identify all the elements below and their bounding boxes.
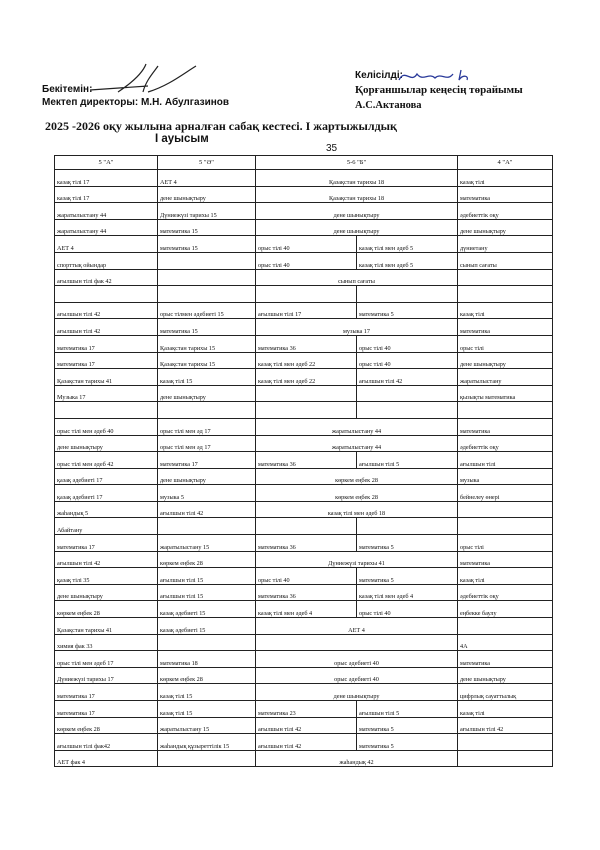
council-signature: [397, 66, 477, 86]
cell-5-6b-group2: казақ тілі мен әдеб 5: [357, 252, 458, 269]
cell-5a: спорттық ойындар: [55, 252, 158, 269]
cell-4a: бейнелеу өнері: [458, 485, 553, 502]
cell-4a: әдебиеттік оқу: [458, 435, 553, 452]
cell-4a: [458, 269, 553, 286]
cell-4a: сынып сағаты: [458, 252, 553, 269]
cell-5a: математика 17: [55, 684, 158, 701]
cell-5a-kz: көркем еңбек 28: [158, 667, 256, 684]
cell-5a-kz: Қазақстан тарихы 15: [158, 352, 256, 369]
cell-5a-kz: математика 15: [158, 319, 256, 336]
document-title: 2025 -2026 оқу жылына арналған сабақ кестесі. І жартыжылдық: [45, 119, 397, 133]
table-row: [55, 551, 553, 568]
cell-5a: орыс тілі мен әдеб 40: [55, 418, 158, 435]
agreed-label: Келісілді:: [355, 70, 403, 81]
table-row: [55, 335, 553, 352]
cell-5-6b: Қазақстан тарихы 18: [256, 170, 458, 187]
shift-label: І ауысым: [155, 133, 209, 145]
cell-5-6b-group1: казақ тілі мен әдеб 4: [256, 601, 357, 618]
table-row: [55, 186, 553, 203]
cell-5-6b-group2: [357, 402, 458, 419]
table-row: [55, 584, 553, 601]
cell-5a: қазақ тілі 35: [55, 568, 158, 585]
cell-4a: математика: [458, 551, 553, 568]
cell-5-6b-group1: математика 36: [256, 584, 357, 601]
cell-5-6b-group1: ағылшын тілі 17: [256, 302, 357, 319]
cell-5a-kz: ағылшын тілі 15: [158, 584, 256, 601]
cell-5a-kz: жаратылыстану 15: [158, 717, 256, 734]
cell-5-6b-group1: орыс тілі 40: [256, 252, 357, 269]
column-header-5-6b: 5-6 "Б": [256, 156, 458, 170]
cell-5-6b-group1: ағылшын тілі 42: [256, 734, 357, 751]
cell-5a: қазақ әдебиеті 17: [55, 485, 158, 502]
cell-5-6b: дене шынықтыру: [256, 203, 458, 220]
cell-5-6b-group2: орыс тілі 40: [357, 335, 458, 352]
cell-5-6b-group1: орыс тілі 40: [256, 236, 357, 253]
cell-5-6b-group2: [357, 286, 458, 303]
table-header-row: [55, 156, 553, 170]
cell-5a-kz: [158, 269, 256, 286]
cell-5-6b-group2: математика 5: [357, 717, 458, 734]
cell-5-6b: орыс әдебиеті 40: [256, 667, 458, 684]
table-row: [55, 750, 553, 767]
cell-5a: химия фак 33: [55, 634, 158, 651]
cell-5-6b: Дүниежүзі тарихы 41: [256, 551, 458, 568]
cell-5a: [55, 402, 158, 419]
column-header-4a: 4 "А": [458, 156, 553, 170]
table-row: [55, 535, 553, 552]
cell-4a: әдебиеттік оқу: [458, 584, 553, 601]
council-line: Қорғаншылар кеңесің төрайымы: [355, 84, 523, 96]
cell-5-6b-group2: орыс тілі 40: [357, 601, 458, 618]
cell-5-6b-group2: [357, 518, 458, 535]
cell-5a: көркем еңбек 28: [55, 717, 158, 734]
cell-5-6b: көркем еңбек 28: [256, 468, 458, 485]
cell-5a-kz: математика 15: [158, 236, 256, 253]
cell-5a: Қазақстан тарихы 41: [55, 369, 158, 386]
cell-5a-kz: ағылшын тілі 42: [158, 501, 256, 518]
cell-5a: ағылшын тілі 42: [55, 302, 158, 319]
cell-4a: математика: [458, 186, 553, 203]
cell-5-6b-group1: ағылшын тілі 42: [256, 717, 357, 734]
table-row: [55, 252, 553, 269]
cell-5a: ағылшын тілі фак42: [55, 734, 158, 751]
cell-4a: цифрлық сауаттылық: [458, 684, 553, 701]
cell-5-6b: сынып сағаты: [256, 269, 458, 286]
council-name: А.С.Актанова: [355, 100, 422, 111]
table-row: [55, 568, 553, 585]
cell-5a: АЕТ фак 4: [55, 750, 158, 767]
cell-4a: қызықты математика: [458, 385, 553, 402]
cell-4a: [458, 402, 553, 419]
cell-5a-kz: ағылшын тілі 15: [158, 568, 256, 585]
cell-5a: [55, 286, 158, 303]
cell-5a-kz: АЕТ 4: [158, 170, 256, 187]
cell-4a: [458, 734, 553, 751]
table-row: [55, 684, 553, 701]
cell-5-6b-group1: [256, 402, 357, 419]
table-row: [55, 286, 553, 303]
director-line: Мектеп директоры: М.Н. Абулгазинов: [42, 97, 230, 108]
cell-4a: [458, 518, 553, 535]
cell-4a: [458, 750, 553, 767]
table-row: [55, 701, 553, 718]
cell-5-6b-group2: казақ тілі мен әдеб 5: [357, 236, 458, 253]
cell-5a: дене шынықтыру: [55, 584, 158, 601]
cell-5a: жаратылыстану 44: [55, 219, 158, 236]
cell-4a: орыс тілі: [458, 335, 553, 352]
cell-5a-kz: орыс тілі мен әд 17: [158, 435, 256, 452]
cell-5a-kz: математика 15: [158, 219, 256, 236]
cell-5a: математика 17: [55, 535, 158, 552]
cell-5-6b-group2: [357, 385, 458, 402]
table-row: [55, 369, 553, 386]
room-number: 35: [326, 143, 338, 154]
cell-5a: көркем еңбек 28: [55, 601, 158, 618]
table-row: [55, 468, 553, 485]
cell-5-6b: АЕТ 4: [256, 618, 458, 635]
cell-4a: ағылшын тілі 42: [458, 717, 553, 734]
cell-4a: ағылшын тілі: [458, 452, 553, 469]
table-row: [55, 634, 553, 651]
table-row: [55, 734, 553, 751]
cell-5-6b-group2: орыс тілі 40: [357, 352, 458, 369]
cell-5-6b: [256, 634, 458, 651]
cell-4a: дене шынықтыру: [458, 219, 553, 236]
table-row: [55, 418, 553, 435]
cell-5-6b: орыс әдебиеті 40: [256, 651, 458, 668]
director-signature: [88, 62, 198, 102]
table-row: [55, 402, 553, 419]
cell-4a: [458, 501, 553, 518]
cell-5-6b: көркем еңбек 28: [256, 485, 458, 502]
cell-5a: орыс тілі мен әдеб 42: [55, 452, 158, 469]
cell-5a: математика 17: [55, 352, 158, 369]
cell-4a: жаратылыстану: [458, 369, 553, 386]
cell-5a: Қазақстан тарихы 41: [55, 618, 158, 635]
cell-5-6b-group1: математика 36: [256, 535, 357, 552]
cell-5a-kz: казақ тілі 15: [158, 701, 256, 718]
column-header-5a: 5 "А": [55, 156, 158, 170]
cell-5a: ағылшын тілі 42: [55, 551, 158, 568]
cell-4a: дене шынықтыру: [458, 352, 553, 369]
cell-5-6b-group1: математика 23: [256, 701, 357, 718]
table-row: [55, 452, 553, 469]
cell-5a-kz: математика 17: [158, 452, 256, 469]
cell-5a: орыс тілі мен әдеб 17: [55, 651, 158, 668]
cell-5-6b-group2: ағылшын тілі 5: [357, 701, 458, 718]
cell-5a-kz: [158, 402, 256, 419]
cell-5-6b-group2: математика 5: [357, 535, 458, 552]
table-row: [55, 302, 553, 319]
cell-5a: Музыка 17: [55, 385, 158, 402]
cell-5-6b: дене шынықтыру: [256, 684, 458, 701]
table-row: [55, 518, 553, 535]
cell-5-6b: жаратылыстану 44: [256, 418, 458, 435]
cell-5a-kz: казақ әдебиеті 15: [158, 601, 256, 618]
cell-5-6b-group1: казақ тілі мен әдеб 22: [256, 352, 357, 369]
cell-4a: еңбекке баулу: [458, 601, 553, 618]
cell-5a: математика 17: [55, 335, 158, 352]
cell-5a: дене шынықтыру: [55, 435, 158, 452]
cell-5a: ағылшын тілі фак 42: [55, 269, 158, 286]
cell-4a: [458, 618, 553, 635]
cell-4a: 4А: [458, 634, 553, 651]
cell-5a-kz: дене шынықтыру: [158, 186, 256, 203]
cell-4a: математика: [458, 319, 553, 336]
table-row: [55, 435, 553, 452]
cell-5-6b-group2: казақ тілі мен әдеб 4: [357, 584, 458, 601]
table-row: [55, 170, 553, 187]
cell-5a-kz: казақ тілі 15: [158, 369, 256, 386]
cell-5a-kz: Қазақстан тарихы 15: [158, 335, 256, 352]
cell-5a-kz: казақ тілі 15: [158, 684, 256, 701]
cell-5-6b: жаһандық 42: [256, 750, 458, 767]
cell-5a-kz: [158, 518, 256, 535]
cell-5a: казақ тілі 17: [55, 186, 158, 203]
cell-5a: ағылшын тілі 42: [55, 319, 158, 336]
cell-5a-kz: музыка 5: [158, 485, 256, 502]
cell-4a: казақ тілі: [458, 701, 553, 718]
cell-5a-kz: жаһандық құзыреттілік 15: [158, 734, 256, 751]
cell-5-6b-group1: математика 36: [256, 452, 357, 469]
cell-5-6b-group1: казақ тілі мен әдеб 22: [256, 369, 357, 386]
table-row: [55, 601, 553, 618]
cell-5a-kz: дене шынықтыру: [158, 385, 256, 402]
cell-5a: жаһандық 5: [55, 501, 158, 518]
cell-5-6b-group1: [256, 518, 357, 535]
cell-4a: орыс тілі: [458, 535, 553, 552]
cell-5a-kz: [158, 634, 256, 651]
approve-label: Бекітемін:: [42, 84, 93, 95]
cell-5a: математика 17: [55, 701, 158, 718]
column-header-5a-kz: 5 "Ә": [158, 156, 256, 170]
cell-5a-kz: [158, 252, 256, 269]
cell-5a-kz: орыс тілмен әдебиеті 15: [158, 302, 256, 319]
table-row: [55, 219, 553, 236]
cell-5a-kz: Дүниежүзі тарихы 15: [158, 203, 256, 220]
table-row: [55, 651, 553, 668]
cell-5a-kz: [158, 750, 256, 767]
cell-5-6b-group2: математика 5: [357, 734, 458, 751]
table-row: [55, 501, 553, 518]
table-row: [55, 485, 553, 502]
cell-5-6b-group2: математика 5: [357, 302, 458, 319]
cell-4a: казақ тілі: [458, 170, 553, 187]
cell-5-6b: жаратылыстану 44: [256, 435, 458, 452]
cell-5a-kz: жаратылыстану 15: [158, 535, 256, 552]
cell-5a-kz: математика 18: [158, 651, 256, 668]
cell-5-6b-group1: математика 36: [256, 335, 357, 352]
cell-5a-kz: [158, 286, 256, 303]
cell-5-6b-group2: ағылшын тілі 5: [357, 452, 458, 469]
cell-5-6b: казақ тілі мен әдеб 18: [256, 501, 458, 518]
cell-5-6b-group2: математика 5: [357, 568, 458, 585]
table-row: [55, 319, 553, 336]
cell-5a: жаратылыстану 44: [55, 203, 158, 220]
cell-5-6b-group1: [256, 286, 357, 303]
table-row: [55, 269, 553, 286]
cell-5-6b-group1: орыс тілі 40: [256, 568, 357, 585]
table-row: [55, 352, 553, 369]
cell-4a: дене шынықтыру: [458, 667, 553, 684]
cell-5-6b-group1: [256, 385, 357, 402]
cell-5a-kz: дене шынықтыру: [158, 468, 256, 485]
cell-5a-kz: казақ әдебиеті 15: [158, 618, 256, 635]
cell-4a: әдебиеттік оқу: [458, 203, 553, 220]
cell-5a: АЕТ 4: [55, 236, 158, 253]
cell-4a: музыка: [458, 468, 553, 485]
cell-4a: дүниетану: [458, 236, 553, 253]
table-row: [55, 717, 553, 734]
table-row: [55, 385, 553, 402]
cell-4a: казақ тілі: [458, 568, 553, 585]
cell-4a: [458, 286, 553, 303]
cell-5-6b: Қазақстан тарихы 18: [256, 186, 458, 203]
table-row: [55, 667, 553, 684]
cell-5a: қазақ әдебиеті 17: [55, 468, 158, 485]
cell-5a-kz: орыс тілі мен әд 17: [158, 418, 256, 435]
table-row: [55, 203, 553, 220]
cell-4a: казақ тілі: [458, 302, 553, 319]
schedule-table: [54, 155, 553, 767]
cell-5-6b: дене шынықтыру: [256, 219, 458, 236]
cell-5-6b: музыка 17: [256, 319, 458, 336]
cell-5a: Дүниежүзі тарихы 17: [55, 667, 158, 684]
cell-5a: Абайтану: [55, 518, 158, 535]
cell-4a: математика: [458, 651, 553, 668]
cell-5a: казақ тілі 17: [55, 170, 158, 187]
cell-4a: математика: [458, 418, 553, 435]
cell-5a-kz: көркем еңбек 28: [158, 551, 256, 568]
table-row: [55, 236, 553, 253]
cell-5-6b-group2: ағылшын тілі 42: [357, 369, 458, 386]
table-row: [55, 618, 553, 635]
